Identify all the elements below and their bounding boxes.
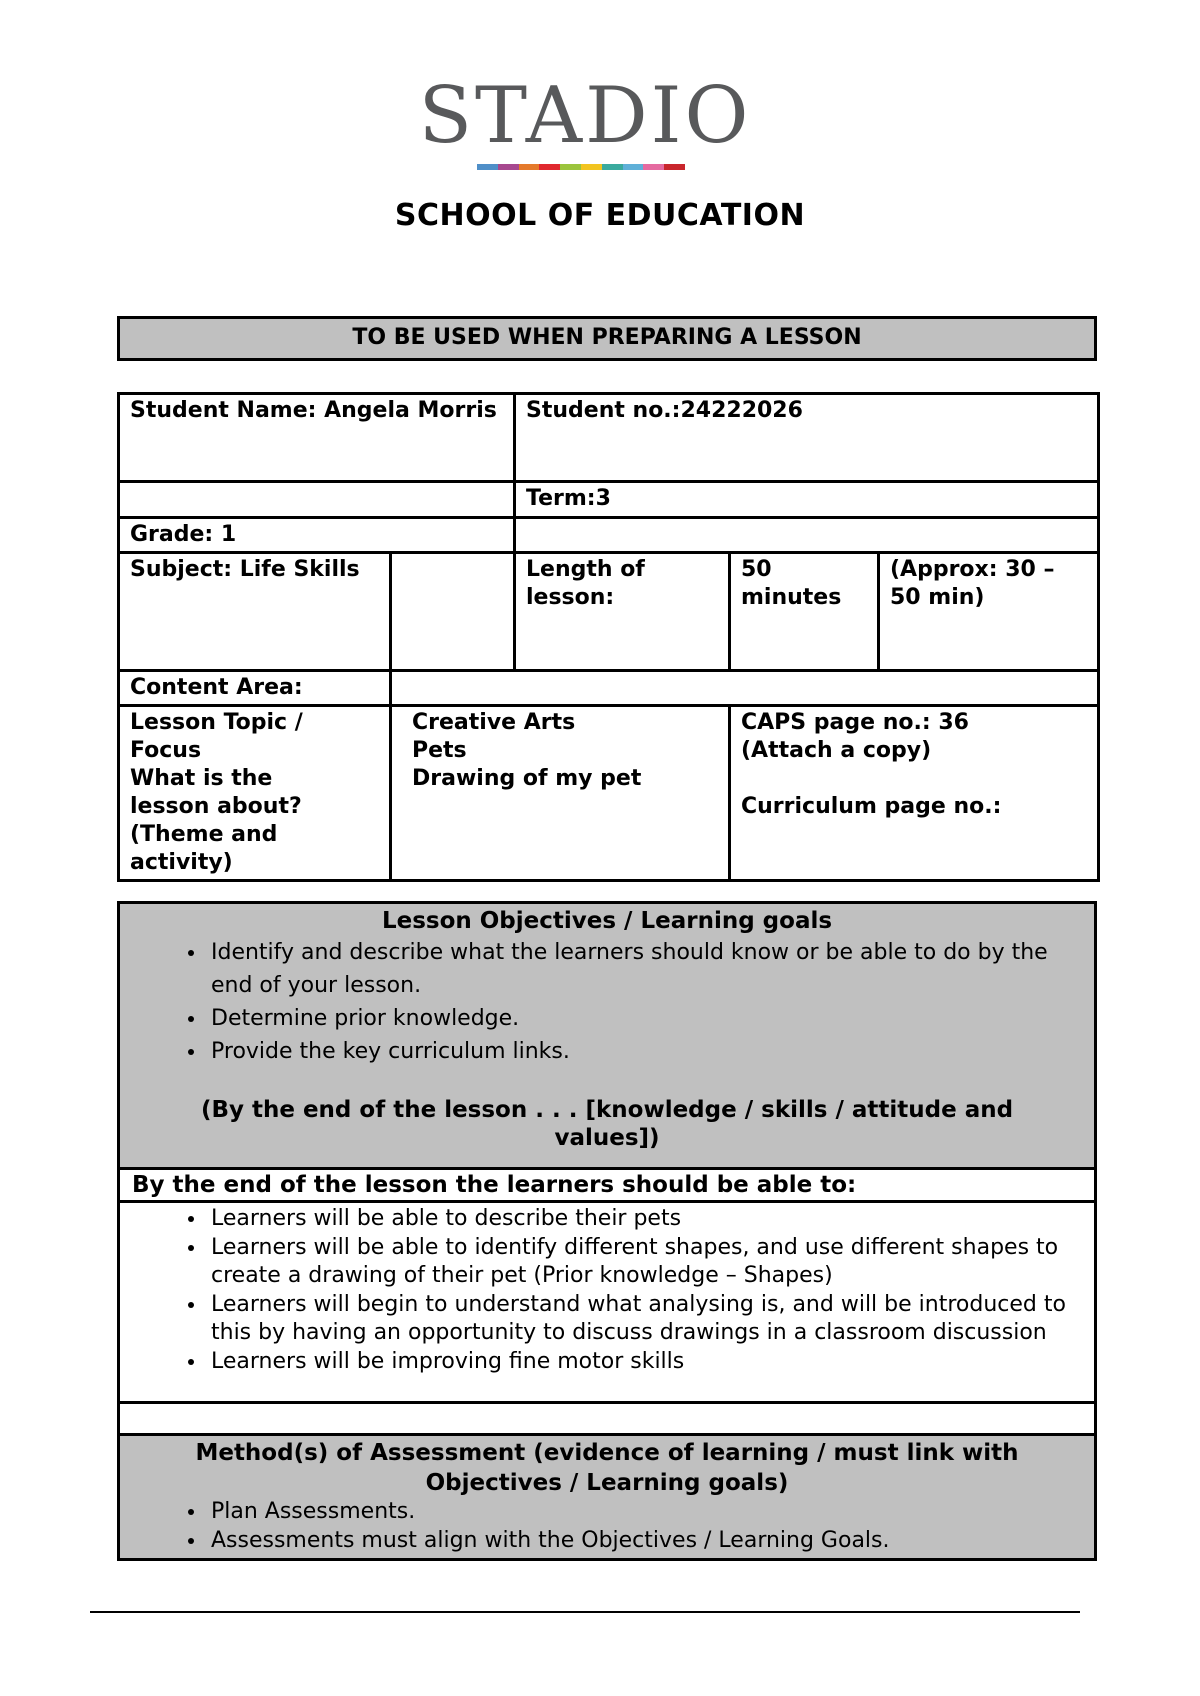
topic-label-line: (Theme and bbox=[130, 822, 278, 847]
assessment-heading bbox=[132, 1438, 1082, 1498]
list-item: • Determine prior knowledge. bbox=[207, 1002, 1082, 1035]
topic-label-line: Lesson Topic / bbox=[130, 710, 303, 735]
length-label-cell: Length of lesson: bbox=[515, 553, 730, 671]
topic-line: Pets bbox=[412, 738, 467, 763]
outcomes-cell bbox=[119, 1202, 1096, 1403]
topic-label-cell bbox=[119, 706, 391, 881]
empty-cell bbox=[391, 671, 1099, 706]
objectives-guidance-cell bbox=[119, 903, 1096, 1169]
content-area-cell: Content Area: bbox=[119, 671, 391, 706]
list-item: • Identify and describe what the learners should know or be able to do by the end of your lesson. bbox=[207, 936, 1082, 1002]
topic-label-line: lesson about? bbox=[130, 794, 302, 819]
topic-line: Drawing of my pet bbox=[412, 766, 642, 791]
list-item: • Provide the key curriculum links. bbox=[207, 1035, 1082, 1068]
curriculum-page-number: Curriculum page no.: bbox=[741, 794, 1002, 819]
list-item: • Plan Assessments. bbox=[207, 1498, 1082, 1527]
length-value-cell: 50 minutes bbox=[730, 553, 879, 671]
topic-value-cell bbox=[391, 706, 730, 881]
lesson-details-table bbox=[117, 392, 1100, 882]
list-item: • Learners will be able to identify different shapes, and use different shapes to create a drawing of their pet (Prior knowledge – Shapes) bbox=[207, 1234, 1082, 1291]
assessment-list bbox=[132, 1498, 1082, 1555]
objectives-table bbox=[117, 901, 1097, 1561]
stripe-segment bbox=[602, 164, 623, 170]
stadio-logo bbox=[405, 70, 765, 175]
by-end-note bbox=[132, 1096, 1082, 1152]
objectives-heading: Lesson Objectives / Learning goals bbox=[381, 908, 833, 934]
empty-cell bbox=[515, 518, 1099, 553]
caps-page-number: CAPS page no.: 36 bbox=[741, 710, 969, 735]
outcomes-list bbox=[132, 1205, 1082, 1376]
stripe-segment bbox=[477, 164, 498, 170]
topic-label-line: Focus bbox=[130, 738, 202, 763]
stripe-segment bbox=[519, 164, 540, 170]
stripe-segment bbox=[623, 164, 644, 170]
assessment-cell bbox=[119, 1435, 1096, 1560]
assessment-heading-line: Objectives / Learning goals) bbox=[425, 1470, 789, 1496]
empty-row bbox=[119, 1403, 1096, 1435]
list-item: • Learners will be improving fine motor skills bbox=[207, 1348, 1082, 1377]
subject-cell: Subject: Life Skills bbox=[119, 553, 391, 671]
logo-wordmark: STADIO bbox=[418, 71, 752, 161]
guidance-list bbox=[132, 936, 1082, 1068]
by-end-heading: By the end of the lesson the learners should be able to: bbox=[119, 1169, 1096, 1202]
school-title: SCHOOL OF EDUCATION bbox=[394, 198, 806, 233]
term-cell: Term:3 bbox=[515, 482, 1099, 518]
list-item: • Assessments must align with the Objectives / Learning Goals. bbox=[207, 1527, 1082, 1556]
stripe-segment bbox=[664, 164, 685, 170]
topic-line: Creative Arts bbox=[412, 710, 576, 735]
stripe-segment bbox=[560, 164, 581, 170]
student-number-cell: Student no.:24222026 bbox=[515, 394, 1099, 482]
footer-divider bbox=[90, 1611, 1080, 1613]
student-name-cell: Student Name: Angela Morris bbox=[119, 394, 515, 482]
by-end-note-line: values]) bbox=[554, 1125, 660, 1151]
topic-label-line: activity) bbox=[130, 850, 233, 875]
attach-note: (Attach a copy) bbox=[741, 738, 932, 763]
form-banner: TO BE USED WHEN PREPARING A LESSON bbox=[117, 316, 1097, 361]
logo-color-stripe bbox=[477, 164, 685, 170]
stripe-segment bbox=[581, 164, 602, 170]
topic-label-line: What is the bbox=[130, 766, 273, 791]
list-item: • Learners will be able to describe their pets bbox=[207, 1205, 1082, 1234]
by-end-note-line: (By the end of the lesson . . . [knowledge / skills / attitude and bbox=[200, 1097, 1014, 1123]
list-item: • Learners will begin to understand what analysing is, and will be introduced to this by having an opportunity to discuss drawings in a classroom discussion bbox=[207, 1291, 1082, 1348]
length-approx-cell: (Approx: 30 – 50 min) bbox=[879, 553, 1099, 671]
stripe-segment bbox=[498, 164, 519, 170]
stripe-segment bbox=[643, 164, 664, 170]
empty-cell bbox=[391, 553, 515, 671]
caps-page-cell bbox=[730, 706, 1099, 881]
assessment-heading-line: Method(s) of Assessment (evidence of learning / must link with bbox=[195, 1440, 1019, 1466]
stripe-segment bbox=[539, 164, 560, 170]
empty-cell bbox=[119, 482, 515, 518]
grade-cell: Grade: 1 bbox=[119, 518, 515, 553]
